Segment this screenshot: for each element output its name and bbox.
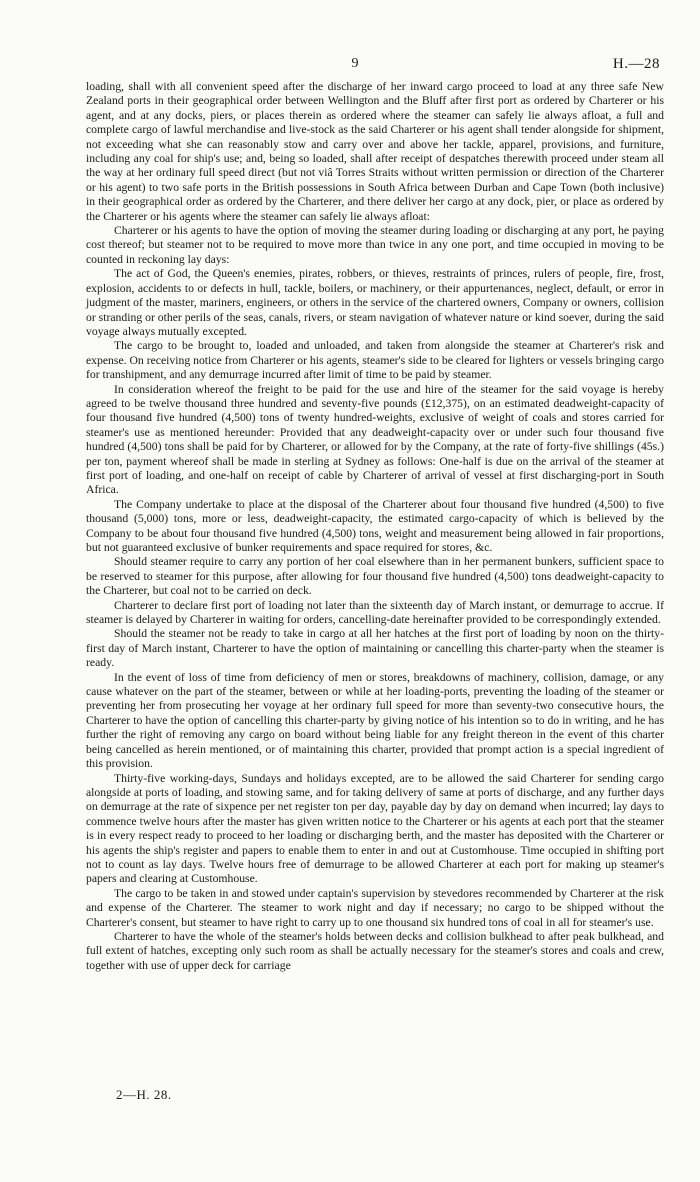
paragraph: Thirty-five working-days, Sundays and holidays excepted, are to be allowed the said Charterer for sending cargo alongside at ports of loading, and stowing same, and for taking delivery of same at ports of discharge, and any further days on demurrage at the rate of sixpence per net register ton per day, payable day by day on demand when incurred; lay days to commence twelve hours after the master has given written notice to the Charterer or his agents at each port that the steamer is in every respect ready to proceed to her loading or discharging berth, and the master has deposited with the Charterer or his agents the ship's register and papers to enable them to enter in and out at Customhouse. Time occupied in shifting port not to count as lay days. Twelve hours free of demurrage to be allowed Charterer at each port for making up steamer's papers and clearing at Customhouse. bbox=[86, 771, 664, 886]
paragraph: Should the steamer not be ready to take in cargo at all her hatches at the first port of loading by noon on the thirty-first day of March instant, Charterer to have the option of maintaining or cancelling this charter-party when the steamer is ready. bbox=[86, 627, 664, 670]
page-number: 9 bbox=[351, 56, 359, 71]
paragraph: Charterer to have the whole of the steamer's holds between decks and collision bulkhead to after peak bulkhead, and full extent of hatches, excepting only such room as shall be actually necessary for the steamer's stores and coals and crew, together with use of upper deck for carriage bbox=[86, 929, 664, 972]
paragraph: In consideration whereof the freight to be paid for the use and hire of the steamer for the said voyage is hereby agreed to be twelve thousand three hundred and seventy-five pounds (£12,375), on an estimated deadweight-capacity of four thousand five hundred (4,500) tons of twenty hundred-weights, exclusive of weight of coals and stores carried for steamer's use as mentioned hereunder: Provided that any deadweight-capacity over or under such four thousand five hundred (4,500) tons shall be paid for by Charterer, or allowed for by the Company, at the rate of forty-five shillings (45s.) per ton, payment whereof shall be made in sterling at Sydney as follows: One-half is due on the arrival of the steamer at first port of loading, and one-half on receipt of cable by Charterer of arrival of vessel at first discharging-port in South Africa. bbox=[86, 382, 664, 497]
paragraph: Charterer to declare first port of loading not later than the sixteenth day of March instant, or demurrage to accrue. If steamer is delayed by Charterer in waiting for orders, cancelling-date hereinafter provided to be correspondingly extended. bbox=[86, 598, 664, 627]
paragraph: The cargo to be taken in and stowed under captain's supervision by stevedores recommended by Charterer at the risk and expense of the Charterer. The steamer to work night and day if necessary; no cargo to be shipped without the Charterer's consent, but steamer to have right to carry up to one thousand six hundred tons of coal in all for steamer's use. bbox=[86, 886, 664, 929]
paragraph: The cargo to be brought to, loaded and unloaded, and taken from alongside the steamer at Charterer's risk and expense. On receiving notice from Charterer or his agents, steamer's side to be cleared for lighters or vessels bringing cargo for transhipment, and any demurrage incurred after limit of time to be paid by steamer. bbox=[86, 339, 664, 382]
paragraph: loading, shall with all convenient speed after the discharge of her inward cargo proceed to load at any three safe New Zealand ports in their geographical order between Wellington and the Bluff after first port as ordered by Charterer or his agent, and at any docks, piers, or places therein as ordered where the steamer can safely lie always afloat, a full and complete cargo of lawful merchandise and live-stock as the said Charterer or his agent shall tender alongside for shipment, not exceeding what she can reasonably stow and carry over and above her tackle, apparel, provisions, and furniture, including any coal for ship's use; and, being so loaded, shall after receipt of despatches therewith proceed under steam all the way at her ordinary full speed direct (but not viâ Torres Straits without written permission or direction of the Charterer or his agent) to two safe ports in the British possessions in South Africa between Durban and Cape Town (both inclusive) in their geographical order as ordered by the Charterer, and there deliver her cargo at any dock, pier, or place as ordered by the Charterer or his agents where the steamer can safely lie always afloat: bbox=[86, 80, 664, 223]
body-text bbox=[86, 80, 664, 973]
paragraph: Should steamer require to carry any portion of her coal elsewhere than in her permanent bunkers, sufficient space to be reserved to steamer for this purpose, after allowing for four thousand five hundred (4,500) tons deadweight-capacity to the Charterer, but coal not to be carried on deck. bbox=[86, 555, 664, 598]
document-reference: H.—28 bbox=[612, 56, 660, 72]
paragraph: The Company undertake to place at the disposal of the Charterer about four thousand five hundred (4,500) to five thousand (5,000) tons, more or less, deadweight-capacity, the estimated cargo-capacity of which is believed by the Company to be about four thousand five hundred (4,500) tons, weight and measurement being allowed in fair proportions, but not guaranteed exclusive of bunker requirements and space required for stores, &c. bbox=[86, 497, 664, 554]
paragraph: The act of God, the Queen's enemies, pirates, robbers, or thieves, restraints of princes, rulers of people, fire, frost, explosion, accidents to or defects in hull, tackle, boilers, or machinery, or their appurtenances, neglect, default, or error in judgment of the master, mariners, engineers, or others in the service of the chartered owners, Company or owners, collision or stranding or other perils of the seas, canals, rivers, or steam navigation of whatever nature or kind soever, during the said voyage always mutually excepted. bbox=[86, 267, 664, 338]
paragraph: Charterer or his agents to have the option of moving the steamer during loading or discharging at any port, he paying cost thereof; but steamer not to be required to move more than twice in any one port, and time occupied in moving to be counted in reckoning lay days: bbox=[86, 224, 664, 266]
printer-signature: 2—H. 28. bbox=[116, 1087, 172, 1102]
paragraph: In the event of loss of time from deficiency of men or stores, breakdowns of machinery, collision, damage, or any cause whatever on the part of the steamer, between or while at her loading-ports, preventing the loading of the steamer or preventing her from prosecuting her voyage at her ordinary full speed for more than seventy-two consecutive hours, the Charterer to have the option of cancelling this charter-party by giving notice of his intention so to do in writing, and he has further the right of removing any cargo on board without being liable for any freight thereon in the event of this charter being cancelled as herein mentioned, or of maintaining this charter, provided that prompt action is a special ingredient of this provision. bbox=[86, 670, 664, 771]
